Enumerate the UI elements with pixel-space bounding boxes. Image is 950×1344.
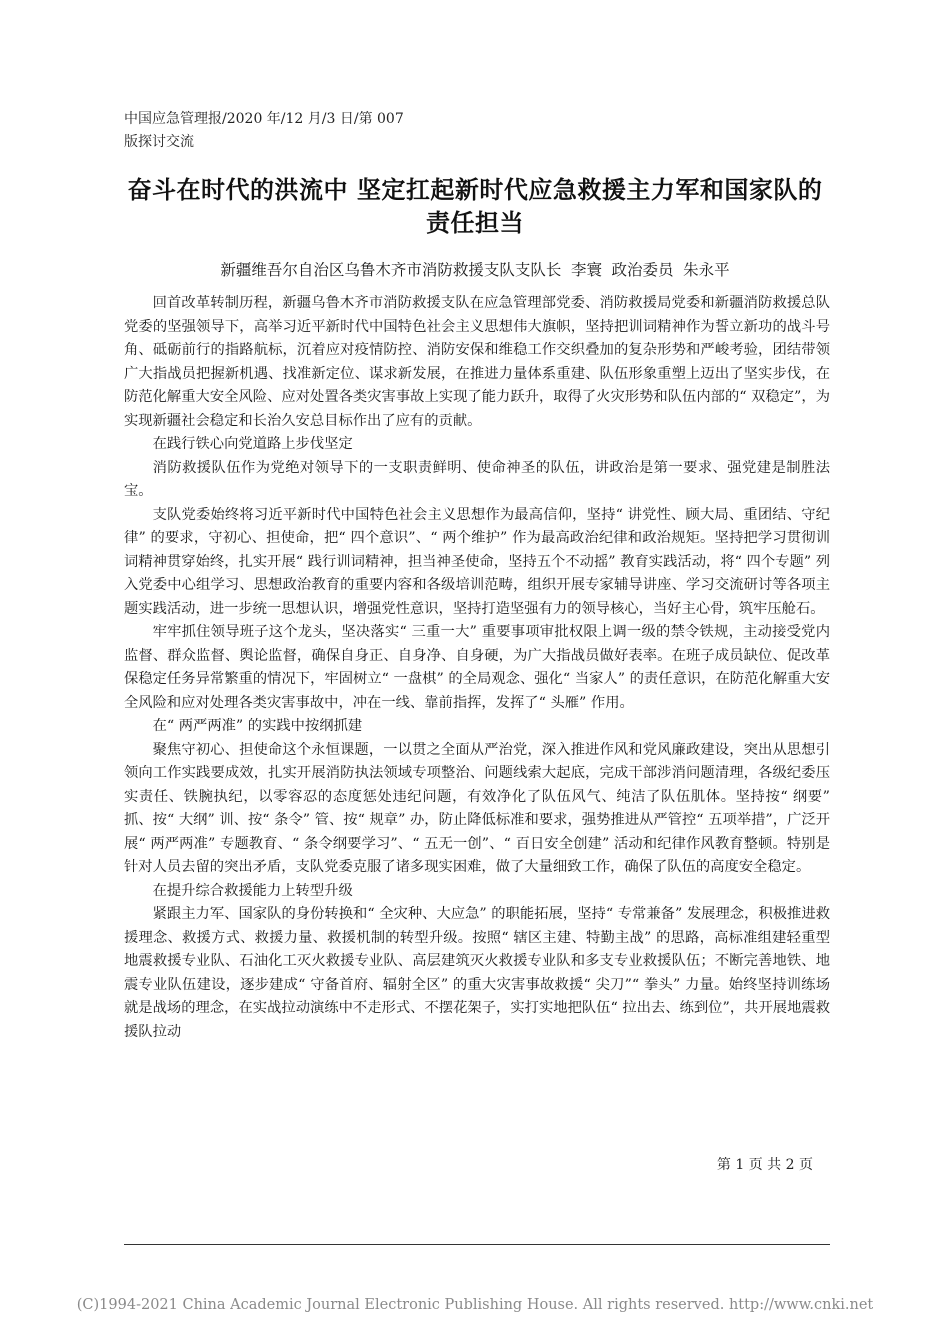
- section-heading: 在践行铁心向党道路上步伐坚定: [152, 436, 353, 452]
- source-citation: [124, 108, 544, 154]
- page-number: 第 1 页 共 2 页: [716, 1157, 813, 1173]
- section-heading: 在“ 两严两准” 的实践中按纲抓建: [152, 718, 363, 734]
- source-line-1: 中国应急管理报/2020 年/12 月/3 日/第 007: [124, 111, 404, 127]
- section-heading: 在提升综合救援能力上转型升级: [152, 882, 353, 899]
- footer-divider: [124, 1244, 830, 1245]
- source-line-2: 版探讨交流: [124, 134, 194, 150]
- article-body: [124, 292, 830, 1044]
- paragraph: 支队党委始终将习近平新时代中国特色社会主义思想作为最高信仰，坚持“ 讲党性、顾大局、重团结、守纪律” 的要求，守初心、担使命，把“ 四个意识”、“ 两个维护” 作为最高政治纪律和政治规矩。坚持把学习贯彻训词精神贯穿始终，扎实开展“ 践行训词精神，担当神圣使命，坚持五个不动摇” 教育实践活动，将“ 四个专题” 列入党委中心组学习、思想政治教育的重要内容和各级培训范畴，组织开展专家辅导讲座、学习交流研讨等各项主题实践活动，进一步统一思想认识，增强党性意识，坚持打造坚强有力的领导核心，当好主心骨，筑牢压舱石。: [124, 506, 830, 617]
- article-authors: 新疆维吾尔自治区乌鲁木齐市消防救援支队支队长 李寰 政治委员 朱永平: [220, 261, 730, 279]
- copyright-notice: (C)1994-2021 China Academic Journal Electronic Publishing House. All rights reserved. http://www.cnki.net: [76, 1297, 874, 1313]
- paragraph: 紧跟主力军、国家队的身份转换和“ 全灾种、大应急” 的职能拓展，坚持“ 专常兼备” 发展理念，积极推进救援理念、救援方式、救援力量、救援机制的转型升级。按照“ 辖区主建、特勤主战” 的思路，高标准组建轻重型地震救援专业队、石油化工灭火救援专业队、高层建筑灭火救援专业队和多支专业救援队伍；不断完善地铁、地震专业队伍建设，逐步建成“ 守备首府、辐射全区” 的重大灾害事故救援“ 尖刀”“ 拳头” 力量。始终坚持训练场就是战场的理念，在实战拉动演练中不走形式、不摆花架子，实打实地把队伍“ 拉出去、练到位”，共开展地震救援队拉动: [124, 906, 830, 1040]
- paragraph: 牢牢抓住领导班子这个龙头，坚决落实“ 三重一大” 重要事项审批权限上调一级的禁令铁规，主动接受党内监督、群众监督、舆论监督，确保自身正、自身净、自身硬，为广大指战员做好表率。在班子成员缺位、促改革保稳定任务异常繁重的情况下，牢固树立“ 一盘棋” 的全局观念、强化“ 当家人” 的责任意识，在防范化解重大安全风险和应对处理各类灾害事故中，冲在一线、靠前指挥，发挥了“ 头雁” 作用。: [124, 624, 830, 711]
- paragraph: 消防救援队伍作为党绝对领导下的一支职责鲜明、使命神圣的队伍，讲政治是第一要求、强党建是制胜法宝。: [124, 459, 830, 499]
- paragraph: 聚焦守初心、担使命这个永恒课题，一以贯之全面从严治党，深入推进作风和党风廉政建设，突出从思想引领向工作实践要成效，扎实开展消防执法领域专项整治、问题线索大起底，完成干部涉消问题清理，各级纪委压实责任、铁腕执纪，以零容忍的态度惩处违纪问题，有效净化了队伍风气、纯洁了队伍肌体。坚持按“ 纲要” 抓、按“ 大纲” 训、按“ 条令” 管、按“ 规章” 办，防止降低标准和要求，强势推进从严管控“ 五项举措”，广泛开展“ 两严两准” 专题教育、“ 条令纲要学习”、“ 五无一创”、“ 百日安全创建” 活动和纪律作风教育整顿。特别是针对人员去留的突出矛盾，支队党委克服了诸多现实困难，做了大量细致工作，确保了队伍的高度安全稳定。: [124, 741, 830, 875]
- paragraph: 回首改革转制历程，新疆乌鲁木齐市消防救援支队在应急管理部党委、消防救援局党委和新疆消防救援总队党委的坚强领导下，高举习近平新时代中国特色社会主义思想伟大旗帜，坚持把训词精神作为誓立新功的战斗号角、砥砺前行的指路航标，沉着应对疫情防控、消防安保和维稳工作交织叠加的复杂形势和严峻考验，团结带领广大指战员把握新机遇、找准新定位、谋求新发展，在推进力量体系重建、队伍形象重塑上迈出了坚实步伐，在防范化解重大安全风险、应对处置各类灾害事故上实现了能力跃升，取得了火灾形势和队伍内部的“ 双稳定”，为实现新疆社会稳定和长治久安总目标作出了应有的贡献。: [124, 295, 830, 429]
- article-title: 奋斗在时代的洪流中 坚定扛起新时代应急救援主力军和国家队的责任担当: [127, 176, 823, 237]
